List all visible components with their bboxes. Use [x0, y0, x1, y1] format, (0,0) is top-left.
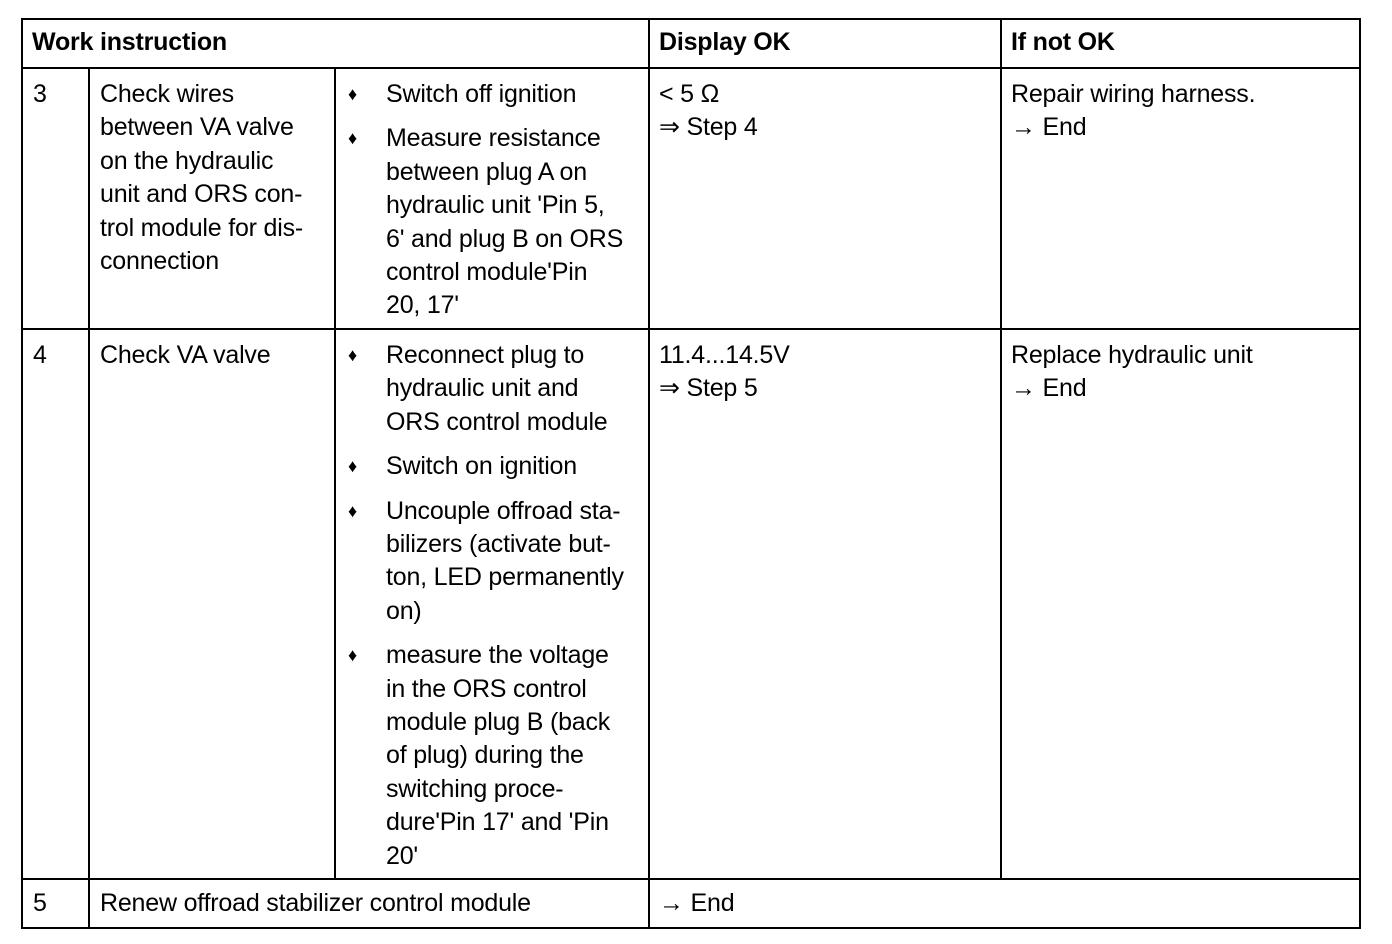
diamond-bullet-icon: ♦ [348, 128, 357, 149]
diamond-bullet-icon: ♦ [348, 500, 357, 521]
step-number: 4 [33, 341, 47, 369]
text-line: trol module for dis- [100, 213, 304, 242]
text-line: → End [1011, 113, 1087, 142]
text-line: Repair wiring harness. [1011, 80, 1256, 108]
text-line: between VA valve [100, 113, 294, 142]
text-line: on) [386, 596, 422, 625]
work-instruction-table [21, 18, 1361, 929]
text-line: Measure resistance [386, 124, 601, 153]
text-line: 20, 17' [386, 291, 459, 320]
table-border-right [1359, 18, 1361, 929]
text-line: bilizers (activate but- [386, 530, 611, 559]
table-border-top [21, 18, 1361, 20]
text-line: ⇒ Step 5 [659, 374, 758, 403]
display-column-divider [648, 18, 650, 929]
text-line: control module'Pin [386, 258, 588, 287]
procedure-list [336, 78, 646, 334]
text-line: between plug A on [386, 157, 587, 186]
procedure-step [336, 122, 646, 322]
header-divider [21, 67, 1361, 69]
text-line: Uncouple offroad sta- [386, 496, 621, 525]
procedure-step [336, 78, 646, 111]
procedure-list [336, 339, 646, 884]
diamond-bullet-icon: ♦ [348, 345, 357, 365]
procedure-step [336, 639, 646, 873]
text-line: measure the voltage [386, 641, 609, 670]
notok-column-divider [1000, 18, 1002, 880]
procedure-step [336, 339, 646, 439]
procedure-step [336, 495, 646, 629]
text-line: Switch on ignition [386, 452, 577, 481]
step-column-divider [88, 67, 90, 929]
text-line: unit and ORS con- [100, 180, 303, 209]
instruction-text: Renew offroad stabilizer control module [100, 889, 531, 917]
text-line: switching proce- [386, 774, 564, 803]
text-line: Replace hydraulic unit [1011, 341, 1253, 369]
step-number: 5 [33, 889, 47, 917]
text-line: ton, LED permanently [386, 563, 624, 592]
table-border-left [21, 18, 23, 929]
if-not-ok-value [1011, 78, 1255, 145]
header-if-not-ok: If not OK [1011, 28, 1115, 56]
diamond-bullet-icon: ♦ [348, 84, 357, 104]
display-ok-value [659, 339, 790, 406]
text-line: module plug B (back [386, 708, 611, 737]
text-line: hydraulic unit 'Pin 5, [386, 191, 605, 220]
text-line: on the hydraulic [100, 146, 274, 175]
text-line: Check VA valve [100, 341, 271, 369]
text-line: Switch off ignition [386, 80, 577, 108]
step-number: 3 [33, 80, 47, 108]
diamond-bullet-icon: ♦ [348, 456, 357, 477]
display-ok-value: → End [659, 889, 735, 917]
check-description [100, 339, 270, 372]
row-3-divider [21, 328, 1361, 330]
text-line: 6' and plug B on ORS [386, 224, 624, 253]
text-line: hydraulic unit and [386, 374, 579, 403]
text-line: Check wires [100, 80, 234, 108]
text-line: in the ORS control [386, 674, 587, 703]
diamond-bullet-icon: ♦ [348, 645, 357, 666]
procedure-step [336, 450, 646, 483]
text-line: → End [1011, 374, 1087, 403]
text-line: dure'Pin 17' and 'Pin [386, 808, 609, 837]
check-description [100, 78, 303, 278]
row-4-divider [21, 878, 1361, 880]
header-display-ok: Display OK [659, 28, 791, 56]
if-not-ok-value [1011, 339, 1253, 406]
display-ok-value [659, 78, 758, 145]
text-line: ORS control module [386, 407, 608, 436]
text-line: Reconnect plug to [386, 341, 585, 369]
text-line: ⇒ Step 4 [659, 113, 758, 142]
header-work-instruction: Work instruction [32, 28, 227, 56]
text-line: 11.4...14.5V [659, 341, 790, 369]
text-line: of plug) during the [386, 741, 584, 770]
text-line: < 5 Ω [659, 80, 720, 108]
text-line: 20' [386, 841, 418, 870]
table-border-bottom [21, 927, 1361, 929]
text-line: connection [100, 247, 219, 276]
